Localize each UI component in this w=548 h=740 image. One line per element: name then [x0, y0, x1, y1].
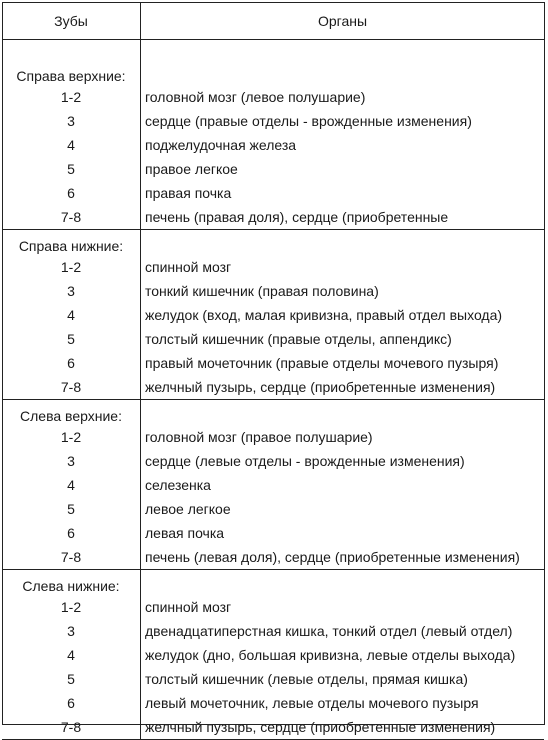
organ-name: головной мозг (левое полушарие) — [145, 89, 366, 105]
table-row — [2, 181, 544, 205]
organ-name: сердце (левые отделы - врожденные изменения) — [145, 453, 465, 469]
tooth-number: 6 — [2, 521, 141, 545]
organ-name: желчный пузырь, сердце (приобретенные изменения) — [141, 715, 545, 740]
organ-name: спинной мозг — [145, 599, 232, 615]
tooth-number: 6 — [2, 351, 141, 375]
section-title-spacer — [141, 570, 545, 596]
table-row — [2, 85, 544, 109]
organ-name: правая почка — [145, 185, 232, 201]
section-title: Слева верхние: — [2, 400, 141, 426]
section-header-row — [2, 40, 544, 86]
organ-name: головной мозг (правое полушарие) — [145, 429, 373, 445]
organ-name: печень (левая доля), сердце (приобретенные изменения) — [141, 545, 545, 570]
tooth-number: 7-8 — [2, 205, 141, 230]
table-row — [2, 255, 544, 279]
header-row — [2, 2, 544, 40]
table-row — [2, 643, 544, 667]
organ-name: правый мочеточник (правые отделы мочевого пузыря) — [145, 355, 499, 371]
section-header-row — [2, 230, 544, 256]
section-title-spacer — [141, 230, 545, 256]
tooth-number: 3 — [2, 279, 141, 303]
tooth-number: 5 — [2, 327, 141, 351]
teeth-organs-table — [2, 2, 544, 740]
table-row — [2, 473, 544, 497]
table-row — [2, 715, 544, 740]
tooth-number: 5 — [2, 157, 141, 181]
header-teeth: Зубы — [2, 2, 141, 40]
table-body — [2, 2, 544, 740]
tooth-number: 1-2 — [2, 255, 141, 279]
organ-name: толстый кишечник (правые отделы, аппендикс) — [145, 331, 452, 347]
table-row — [2, 521, 544, 545]
organ-name: желудок (дно, большая кривизна, левые отделы выхода) — [145, 647, 516, 663]
tooth-number: 5 — [2, 497, 141, 521]
organ-name: селезенка — [145, 477, 211, 493]
table-row — [2, 619, 544, 643]
organ-name: правое легкое — [145, 161, 238, 177]
section-title-spacer — [141, 40, 545, 86]
table-row — [2, 691, 544, 715]
tooth-number: 4 — [2, 303, 141, 327]
organ-name: спинной мозг — [145, 259, 232, 275]
tooth-number: 7-8 — [2, 715, 141, 740]
table-row — [2, 157, 544, 181]
organ-name: левый мочеточник, левые отделы мочевого пузыря — [145, 695, 479, 711]
tooth-number: 3 — [2, 619, 141, 643]
tooth-number: 6 — [2, 691, 141, 715]
organ-name: левая почка — [145, 525, 225, 541]
tooth-number: 3 — [2, 109, 141, 133]
organ-name: желудок (вход, малая кривизна, правый отдел выхода) — [145, 307, 503, 323]
organ-name: левое легкое — [145, 501, 231, 517]
table-row — [2, 133, 544, 157]
organ-name: сердце (правые отделы - врожденные изменения) — [145, 113, 472, 129]
organ-name: двенадцатиперстная кишка, тонкий отдел (левый отдел) — [145, 623, 513, 639]
section-header-row — [2, 400, 544, 426]
tooth-number: 4 — [2, 133, 141, 157]
tooth-number: 3 — [2, 449, 141, 473]
table-row — [2, 205, 544, 230]
section-title-spacer — [141, 400, 545, 426]
tooth-number: 5 — [2, 667, 141, 691]
table-row — [2, 595, 544, 619]
section-title: Справа верхние: — [2, 40, 141, 86]
table-row — [2, 303, 544, 327]
table-row — [2, 375, 544, 400]
table-row — [2, 425, 544, 449]
table-row — [2, 327, 544, 351]
table-row — [2, 279, 544, 303]
organ-name: тонкий кишечник (правая половина) — [145, 283, 379, 299]
organ-name: толстый кишечник (левые отделы, прямая кишка) — [145, 671, 468, 687]
section-title: Слева нижние: — [2, 570, 141, 596]
tooth-number: 7-8 — [2, 545, 141, 570]
table-row — [2, 667, 544, 691]
organ-name: печень (правая доля), сердце (приобретенные — [141, 205, 545, 230]
table-row — [2, 351, 544, 375]
tooth-number: 1-2 — [2, 425, 141, 449]
tooth-number: 4 — [2, 643, 141, 667]
organ-name: желчный пузырь, сердце (приобретенные изменения) — [141, 375, 545, 400]
tooth-number: 6 — [2, 181, 141, 205]
tooth-number: 1-2 — [2, 85, 141, 109]
organ-name: поджелудочная железа — [145, 137, 297, 153]
header-organs: Органы — [141, 2, 545, 40]
tooth-number: 4 — [2, 473, 141, 497]
table-row — [2, 497, 544, 521]
tooth-number: 7-8 — [2, 375, 141, 400]
table-row — [2, 449, 544, 473]
table-row — [2, 109, 544, 133]
tooth-number: 1-2 — [2, 595, 141, 619]
table-row — [2, 545, 544, 570]
section-title: Справа нижние: — [2, 230, 141, 256]
section-header-row — [2, 570, 544, 596]
